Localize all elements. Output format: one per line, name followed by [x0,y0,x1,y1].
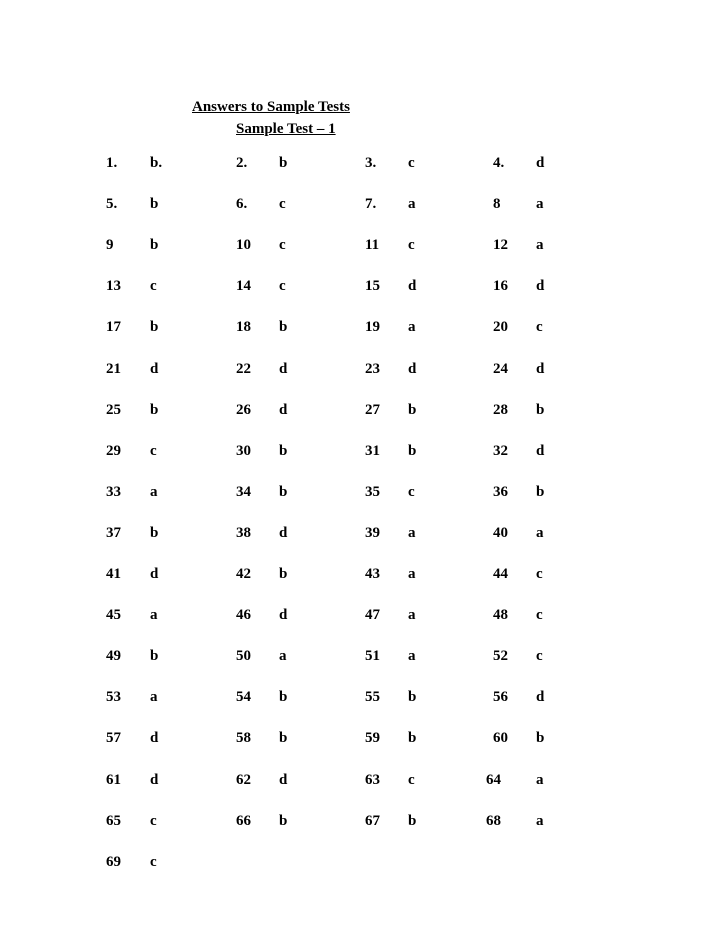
question-number: 35 [365,483,380,500]
answer-letter: a [150,607,158,624]
question-number: 15 [365,278,380,295]
question-number: 21 [106,360,121,377]
answer-letter: d [279,524,288,541]
answer-letter: c [150,278,157,295]
answer-letter: d [150,566,159,582]
answer-letter: d [279,360,288,377]
answer-letter: d [408,360,417,377]
question-number: 30 [236,442,251,459]
answer-letter: a [536,196,544,213]
question-number: 52 [493,648,508,665]
answer-letter: c [408,483,415,500]
answer-letter: a [408,566,416,582]
answer-letter: a [150,483,158,500]
question-number: 25 [106,401,121,418]
question-number: 47 [365,607,380,624]
answer-letter: d [150,771,159,788]
answer-letter: b [279,483,288,500]
answer-letter: b [279,319,288,336]
answer-letter: b [279,566,288,582]
answer-letter: a [408,607,416,624]
answer-letter: a [536,237,544,254]
question-number: 29 [106,442,121,459]
question-number: 40 [493,524,508,541]
question-number: 20 [493,319,508,336]
question-number: 45 [106,607,121,624]
answer-letter: d [536,278,545,295]
answer-letter: a [536,812,544,829]
answer-letter: c [150,812,157,829]
question-number: 12 [493,237,508,254]
answer-letter: d [279,607,288,624]
question-number: 62 [236,771,251,788]
question-number: 58 [236,730,251,747]
answer-letter: b [536,401,545,418]
question-number: 38 [236,524,251,541]
answer-letter: c [408,155,415,171]
question-number: 28 [493,401,508,418]
question-number: 46 [236,607,251,624]
answer-letter: b [408,812,417,829]
answer-letter: b [536,483,545,500]
question-number: 19 [365,319,380,336]
question-number: 49 [106,648,121,665]
answer-letter: c [150,442,157,459]
question-number: 33 [106,483,121,500]
answer-letter: b [150,319,159,336]
question-number: 42 [236,566,251,582]
answer-letter: a [408,196,416,213]
question-number: 14 [236,278,251,295]
answer-letter: b [279,442,288,459]
answer-letter: a [408,524,416,541]
answer-letter: b [408,442,417,459]
question-number: 23 [365,360,380,377]
question-number: 27 [365,401,380,418]
question-number: 44 [493,566,508,582]
answer-letter: b [279,730,288,747]
question-number: 67 [365,812,380,829]
test-subheading: Sample Test – 1 [236,121,336,137]
question-number: 68 [486,812,501,829]
answer-letter: d [150,360,159,377]
question-number: 51 [365,648,380,665]
answer-letter: d [279,771,288,788]
answer-letter: a [536,524,544,541]
answer-letter: a [408,319,416,336]
answer-letter: c [408,237,415,254]
question-number: 54 [236,689,251,706]
question-number: 53 [106,689,121,706]
question-number: 39 [365,524,380,541]
question-number: 55 [365,689,380,706]
answer-letter: c [279,278,286,295]
page-heading: Answers to Sample Tests [192,99,350,115]
answer-letter: b [150,237,159,254]
answer-letter: b [408,401,417,418]
question-number: 5. [106,196,118,213]
question-number: 34 [236,483,251,500]
question-number: 37 [106,524,121,541]
question-number: 13 [106,278,121,295]
question-number: 26 [236,401,251,418]
question-number: 2. [236,155,248,171]
answer-letter: c [536,566,543,582]
answer-letter: c [408,771,415,788]
question-number: 22 [236,360,251,377]
question-number: 57 [106,730,121,747]
answer-letter: b. [150,155,163,171]
question-number: 66 [236,812,251,829]
answer-letter: b [150,196,159,213]
question-number: 18 [236,319,251,336]
question-number: 6. [236,196,248,213]
answer-letter: d [279,401,288,418]
question-number: 31 [365,442,380,459]
answer-letter: b [150,648,159,665]
answer-letter: d [150,730,159,747]
question-number: 36 [493,483,508,500]
answer-letter: c [279,196,286,213]
answer-letter: b [150,401,159,418]
answer-letter: c [536,319,543,336]
question-number: 56 [493,689,508,706]
answer-letter: b [279,812,288,829]
answer-letter: c [150,853,157,870]
question-number: 63 [365,771,380,788]
question-number: 43 [365,566,380,582]
question-number: 4. [493,155,505,171]
question-number: 64 [486,771,501,788]
question-number: 32 [493,442,508,459]
answer-letter: b [150,524,159,541]
answer-letter: d [536,360,545,377]
answer-letter: c [536,648,543,665]
question-number: 16 [493,278,508,295]
question-number: 3. [365,155,377,171]
question-number: 60 [493,730,508,747]
answer-letter: a [536,771,544,788]
question-number: 65 [106,812,121,829]
question-number: 59 [365,730,380,747]
answer-letter: c [536,607,543,624]
question-number: 9 [106,237,114,254]
answer-letter: a [279,648,287,665]
question-number: 8 [493,196,501,213]
question-number: 10 [236,237,251,254]
answer-letter: d [536,155,545,171]
question-number: 24 [493,360,508,377]
question-number: 69 [106,853,121,870]
question-number: 7. [365,196,377,213]
answer-letter: b [279,155,288,171]
question-number: 11 [365,237,380,254]
answer-letter: a [408,648,416,665]
answer-letter: b [536,730,545,747]
answer-letter: d [536,689,545,706]
question-number: 41 [106,566,121,582]
question-number: 50 [236,648,251,665]
answer-letter: d [408,278,417,295]
question-number: 61 [106,771,121,788]
answer-letter: b [408,689,417,706]
answer-letter: b [279,689,288,706]
answer-letter: d [536,442,545,459]
answer-letter: b [408,730,417,747]
question-number: 17 [106,319,121,336]
answer-letter: c [279,237,286,254]
answer-letter: a [150,689,158,706]
question-number: 1. [106,155,118,171]
question-number: 48 [493,607,508,624]
